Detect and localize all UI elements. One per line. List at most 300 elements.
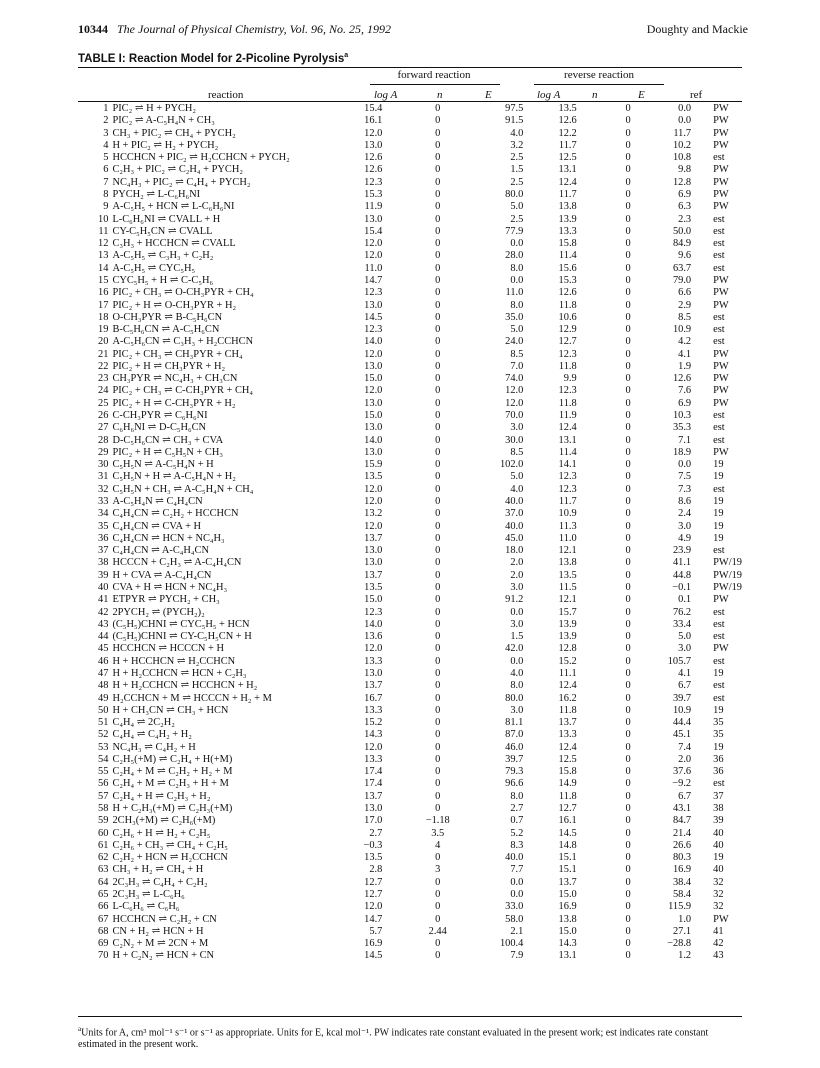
- table-row: [78, 594, 742, 606]
- rev-n-cell: 0: [625, 741, 631, 753]
- rev-n-cell: 0: [625, 827, 631, 839]
- reaction-cell: C₂H₆ + H ⇌ H₂ + C₂H₅: [112, 827, 211, 839]
- row-number: 22: [98, 360, 109, 372]
- fwd-n-cell: 0: [435, 225, 441, 237]
- fwd-logA-cell: 15.4: [364, 225, 383, 237]
- rev-logA-cell: 11.0: [558, 532, 577, 544]
- row-number: 6: [103, 164, 109, 176]
- row-number: 66: [98, 901, 109, 913]
- fwd-n-cell: 0: [435, 889, 441, 900]
- table-row: [78, 938, 742, 950]
- fwd-n-cell: 0: [435, 262, 441, 274]
- table-row: [78, 643, 742, 655]
- row-number: 57: [98, 790, 109, 802]
- fwd-n-cell: 0: [435, 778, 441, 790]
- fwd-n-cell: 0: [435, 803, 441, 815]
- table-row: [78, 177, 742, 189]
- table-row: [78, 778, 742, 790]
- rev-E-cell: 6.3: [678, 201, 692, 213]
- row-number: 23: [98, 373, 109, 385]
- rev-n-cell: 0: [625, 188, 631, 200]
- fwd-logA-cell: 14.5: [364, 950, 383, 962]
- row-number: 39: [98, 569, 109, 581]
- fwd-n-cell: 0: [435, 238, 441, 250]
- row-number: 25: [98, 397, 109, 409]
- ref-cell: PW: [713, 188, 729, 200]
- row-number: 60: [98, 827, 109, 839]
- fwd-logA-cell: 15.9: [364, 459, 383, 471]
- fwd-logA-cell: 12.0: [364, 250, 383, 262]
- reaction-cell: CH₃ + H₂ ⇌ CH₄ + H: [112, 864, 204, 876]
- rev-logA-cell: 12.6: [558, 115, 577, 127]
- reaction-cell: L-C₆H₆ ⇌ C₆H₆: [112, 901, 180, 913]
- fwd-logA-cell: 12.0: [364, 901, 383, 913]
- rev-E-cell: 44.4: [672, 717, 692, 729]
- fwd-E-cell: 3.0: [510, 704, 524, 716]
- rev-E-cell: 6.7: [678, 790, 692, 802]
- fwd-logA-cell: 13.0: [364, 667, 383, 679]
- rev-n-cell: 0: [625, 336, 631, 348]
- fwd-E-cell: 5.0: [510, 201, 524, 213]
- rev-E-cell: 115.9: [668, 901, 692, 913]
- rev-E-cell: 7.1: [678, 434, 692, 446]
- reaction-table-body: [78, 103, 742, 963]
- rev-n-cell: 0: [625, 422, 631, 434]
- rev-logA-cell: 9.9: [563, 373, 577, 385]
- rev-logA-cell: 13.1: [558, 164, 577, 176]
- rev-logA-cell: 12.4: [558, 741, 577, 753]
- rev-logA-cell: 15.6: [558, 262, 577, 274]
- table-row: [78, 901, 742, 913]
- rev-n-cell: 0: [625, 864, 631, 876]
- rev-n-cell: 0: [625, 164, 631, 176]
- fwd-logA-cell: 15.0: [364, 373, 383, 385]
- rev-logA-cell: 13.9: [558, 618, 577, 630]
- rev-logA-cell: 11.8: [558, 360, 577, 372]
- row-number: 4: [103, 139, 109, 151]
- ref-cell: PW: [713, 201, 729, 213]
- reaction-cell: C₂H₄ + H ⇌ C₂H₃ + H₂: [112, 790, 211, 802]
- fwd-n-cell: 0: [435, 115, 441, 127]
- fwd-E-cell: 7.7: [510, 864, 524, 876]
- fwd-E-cell: 3.0: [510, 581, 524, 593]
- row-number: 12: [98, 238, 109, 250]
- row-number: 21: [98, 348, 109, 360]
- ref-cell: 40: [713, 827, 724, 839]
- rev-n-cell: 0: [625, 262, 631, 274]
- ref-cell: 43: [713, 950, 724, 962]
- fwd-E-cell: 74.0: [505, 373, 524, 385]
- rev-logA-cell: 13.1: [558, 434, 577, 446]
- rev-n-cell: 0: [625, 238, 631, 250]
- fwd-logA-cell: 16.1: [364, 115, 383, 127]
- reaction-cell: H + H₂CCHCN ⇌ HCCHCN + H₂: [112, 680, 258, 692]
- ref-cell: PW: [713, 594, 729, 606]
- table-row: [78, 459, 742, 471]
- fwd-E-cell: 8.0: [510, 680, 524, 692]
- rev-logA-cell: 13.8: [558, 201, 577, 213]
- reaction-cell: 2PYCH₂ ⇌ (PYCH₂)₂: [112, 606, 205, 618]
- table-row: [78, 324, 742, 336]
- rev-n-cell: 0: [625, 508, 631, 520]
- ref-cell: est: [713, 311, 725, 323]
- fwd-E-cell: 8.0: [510, 262, 524, 274]
- rev-logA-cell: 15.0: [558, 889, 577, 900]
- fwd-n-cell: 3.5: [431, 827, 445, 839]
- rev-E-cell: 7.6: [678, 385, 692, 397]
- fwd-n-cell: 0: [435, 680, 441, 692]
- ref-cell: 41: [713, 925, 724, 937]
- fwd-E-cell: 1.5: [510, 164, 524, 176]
- rev-n-cell: 0: [625, 581, 631, 593]
- fwd-n-cell: 0: [435, 852, 441, 864]
- ref-cell: PW: [713, 115, 729, 127]
- fwd-E-cell: 0.7: [510, 815, 524, 827]
- table-row: [78, 631, 742, 643]
- fwd-E-cell: 58.0: [505, 913, 524, 925]
- rev-logA-cell: 10.6: [558, 311, 577, 323]
- reaction-cell: 2CH₃(+M) ⇌ C₂H₆(+M): [112, 815, 216, 827]
- rev-logA-cell: 12.1: [558, 594, 577, 606]
- fwd-E-cell: 91.2: [505, 594, 524, 606]
- rev-E-cell: 2.9: [678, 299, 692, 311]
- table-row: [78, 950, 742, 962]
- reaction-cell: PIC₂ + CH₃ ⇌ O-CH₃PYR + CH₄: [112, 287, 254, 299]
- col-header-fwd-logA: log A: [374, 89, 398, 101]
- rev-logA-cell: 12.6: [558, 287, 577, 299]
- rev-E-cell: 8.5: [678, 311, 692, 323]
- rev-n-cell: 0: [625, 250, 631, 262]
- fwd-logA-cell: 14.3: [364, 729, 383, 741]
- table-row: [78, 914, 742, 926]
- fwd-logA-cell: 14.0: [364, 336, 383, 348]
- fwd-n-cell: 0: [435, 753, 441, 765]
- fwd-E-cell: 45.0: [505, 532, 524, 544]
- row-number: 48: [98, 680, 109, 692]
- table-row: [78, 840, 742, 852]
- rev-logA-cell: 14.8: [558, 839, 577, 851]
- ref-cell: 35: [713, 729, 724, 741]
- ref-cell: PW: [713, 385, 729, 397]
- row-number: 5: [103, 152, 109, 164]
- rev-E-cell: 6.7: [678, 680, 692, 692]
- table-row: [78, 533, 742, 545]
- rev-E-cell: 6.9: [678, 188, 692, 200]
- reaction-cell: A-C₅H₄N ⇌ C₄H₄CN: [112, 496, 203, 507]
- rev-E-cell: −0.1: [672, 581, 692, 593]
- table-row: [78, 705, 742, 717]
- table-row: [78, 410, 742, 422]
- ref-cell: 19: [713, 496, 724, 507]
- rev-E-cell: 35.3: [672, 422, 692, 434]
- fwd-n-cell: 0: [435, 471, 441, 483]
- row-number: 14: [98, 262, 109, 274]
- ref-cell: 40: [713, 864, 724, 876]
- rev-n-cell: 0: [625, 876, 631, 888]
- reaction-cell: H + CH₃CN ⇌ CH₃ + HCN: [112, 704, 229, 716]
- row-number: 63: [98, 864, 109, 876]
- fwd-n-cell: 0: [435, 152, 441, 164]
- rev-logA-cell: 12.3: [558, 348, 577, 360]
- table-row: [78, 349, 742, 361]
- reaction-cell: (C₅H₅)CHNI ⇌ CYC₅H₅ + HCN: [112, 618, 250, 630]
- rev-E-cell: 9.6: [678, 250, 692, 262]
- fwd-n-cell: 0: [435, 164, 441, 176]
- table-row: [78, 668, 742, 680]
- ref-cell: est: [713, 778, 725, 790]
- reaction-cell: C₂H₄ + M ⇌ C₂H₂ + H₂ + M: [112, 766, 233, 778]
- fwd-n-cell: 0: [435, 655, 441, 667]
- table-row: [78, 545, 742, 557]
- ref-cell: est: [713, 606, 725, 618]
- reaction-cell: CY-C₅H₅CN ⇌ CVALL: [112, 225, 213, 237]
- rev-logA-cell: 10.9: [558, 508, 577, 520]
- fwd-logA-cell: 12.0: [364, 483, 383, 495]
- fwd-n-cell: 0: [435, 496, 441, 507]
- fwd-n-cell: 0: [435, 581, 441, 593]
- fwd-n-cell: 0: [435, 483, 441, 495]
- reverse-group-header: reverse reaction: [564, 69, 634, 81]
- table-row: [78, 189, 742, 201]
- fwd-n-cell: 0: [435, 287, 441, 299]
- fwd-n-cell: 0: [435, 508, 441, 520]
- fwd-E-cell: 0.0: [510, 606, 524, 618]
- fwd-logA-cell: 12.3: [364, 606, 383, 618]
- journal-title: The Journal of Physical Chemistry, Vol. 96, No. 25, 1992: [117, 22, 391, 36]
- rev-n-cell: 0: [625, 766, 631, 778]
- ref-cell: PW/19: [713, 557, 742, 569]
- rev-n-cell: 0: [625, 434, 631, 446]
- fwd-n-cell: 0: [435, 360, 441, 372]
- fwd-E-cell: 7.9: [510, 950, 524, 962]
- table-row: [78, 619, 742, 631]
- fwd-E-cell: 28.0: [505, 250, 524, 262]
- rev-n-cell: 0: [625, 803, 631, 815]
- rev-E-cell: −28.8: [667, 938, 692, 950]
- reaction-cell: CH₃ + PIC₂ ⇌ CH₄ + PYCH₂: [112, 127, 236, 139]
- rev-n-cell: 0: [625, 520, 631, 532]
- rev-E-cell: 7.3: [678, 483, 692, 495]
- ref-cell: PW: [713, 360, 729, 372]
- row-number: 41: [98, 594, 109, 606]
- reaction-cell: A-C₅H₅ + HCN ⇌ L-C₆H₆NI: [112, 201, 235, 213]
- rev-E-cell: 4.1: [678, 348, 692, 360]
- fwd-logA-cell: 13.0: [364, 213, 383, 225]
- table-row: [78, 766, 742, 778]
- table-row: [78, 398, 742, 410]
- reaction-table: [78, 103, 742, 963]
- fwd-n-cell: 0: [435, 717, 441, 729]
- rev-logA-cell: 16.2: [558, 692, 577, 704]
- rev-logA-cell: 11.7: [558, 139, 577, 151]
- table-row: [78, 877, 742, 889]
- reaction-cell: H + PIC₂ ⇌ H₂ + PYCH₂: [112, 139, 219, 151]
- rev-logA-cell: 15.8: [558, 766, 577, 778]
- fwd-n-cell: 0: [435, 729, 441, 741]
- fwd-n-cell: 0: [435, 446, 441, 458]
- rev-E-cell: 6.6: [678, 287, 692, 299]
- reaction-cell: HCCCN + C₂H₃ ⇌ A-C₄H₄CN: [112, 557, 242, 569]
- rev-E-cell: 0.0: [678, 103, 692, 114]
- rev-logA-cell: 12.4: [558, 422, 577, 434]
- fwd-E-cell: 80.0: [505, 692, 524, 704]
- row-number: 53: [98, 741, 109, 753]
- fwd-n-cell: 0: [435, 741, 441, 753]
- rev-n-cell: 0: [625, 496, 631, 507]
- row-number: 1: [103, 103, 109, 114]
- row-number: 30: [98, 459, 109, 471]
- fwd-logA-cell: 12.7: [364, 876, 383, 888]
- table-row: [78, 693, 742, 705]
- fwd-n-cell: 0: [435, 299, 441, 311]
- fwd-logA-cell: 11.9: [364, 201, 383, 213]
- fwd-n-cell: 0: [435, 631, 441, 643]
- ref-cell: 19: [713, 741, 724, 753]
- ref-cell: PW: [713, 287, 729, 299]
- fwd-n-cell: 0: [435, 324, 441, 336]
- table-row: [78, 250, 742, 262]
- ref-cell: 32: [713, 889, 724, 900]
- fwd-logA-cell: 12.6: [364, 164, 383, 176]
- fwd-n-cell: 0: [435, 766, 441, 778]
- rev-n-cell: 0: [625, 901, 631, 913]
- rev-E-cell: 10.3: [672, 410, 692, 422]
- fwd-logA-cell: 15.0: [364, 410, 383, 422]
- reaction-cell: A-C₅H₅ ⇌ CYC₅H₅: [112, 262, 196, 274]
- rev-n-cell: 0: [625, 913, 631, 925]
- reaction-cell: C₂H₂ + HCN ⇌ H₂CCHCN: [112, 852, 228, 864]
- fwd-n-cell: 0: [435, 545, 441, 557]
- fwd-n-cell: 0: [435, 201, 441, 213]
- rev-logA-cell: 11.7: [558, 496, 577, 507]
- rev-E-cell: 6.9: [678, 397, 692, 409]
- rev-n-cell: 0: [625, 950, 631, 962]
- reaction-cell: PYCH₂ ⇌ L-C₆H₆NI: [112, 188, 201, 200]
- rev-E-cell: 9.8: [678, 164, 692, 176]
- fwd-n-cell: 0: [435, 348, 441, 360]
- rev-n-cell: 0: [625, 680, 631, 692]
- rev-logA-cell: 13.3: [558, 729, 577, 741]
- reaction-cell: D-C₅H₆CN ⇌ CH₃ + CVA: [112, 434, 224, 446]
- rev-logA-cell: 11.8: [558, 397, 577, 409]
- fwd-logA-cell: 2.8: [369, 864, 383, 876]
- rev-n-cell: 0: [625, 287, 631, 299]
- fwd-logA-cell: 12.0: [364, 385, 383, 397]
- rev-logA-cell: 12.1: [558, 545, 577, 557]
- fwd-logA-cell: 13.0: [364, 803, 383, 815]
- ref-cell: est: [713, 422, 725, 434]
- table-row: [78, 729, 742, 741]
- rev-logA-cell: 12.4: [558, 680, 577, 692]
- fwd-E-cell: 37.0: [505, 508, 524, 520]
- reaction-cell: CVA + H ⇌ HCN + NC₄H₃: [112, 581, 228, 593]
- reaction-cell: O-CH₃PYR ⇌ B-C₅H₆CN: [112, 311, 223, 323]
- fwd-E-cell: 2.5: [510, 152, 524, 164]
- rev-E-cell: 10.2: [672, 139, 692, 151]
- ref-cell: 19: [713, 667, 724, 679]
- ref-cell: 36: [713, 766, 724, 778]
- table-row: [78, 103, 742, 115]
- fwd-logA-cell: 12.0: [364, 520, 383, 532]
- rev-logA-cell: 14.3: [558, 938, 577, 950]
- rev-logA-cell: 12.5: [558, 152, 577, 164]
- fwd-E-cell: 5.2: [510, 827, 524, 839]
- fwd-E-cell: 2.0: [510, 569, 524, 581]
- fwd-logA-cell: 13.3: [364, 704, 383, 716]
- fwd-E-cell: 2.1: [510, 925, 524, 937]
- fwd-logA-cell: 13.0: [364, 360, 383, 372]
- reaction-cell: C₅H₅N + CH₃ ⇌ A-C₅H₄N + CH₄: [112, 483, 254, 495]
- fwd-E-cell: 46.0: [505, 741, 524, 753]
- rev-logA-cell: 12.3: [558, 385, 577, 397]
- ref-cell: 19: [713, 532, 724, 544]
- fwd-logA-cell: 12.0: [364, 496, 383, 507]
- table-row: [78, 287, 742, 299]
- rev-logA-cell: 11.4: [558, 446, 577, 458]
- rev-logA-cell: 14.5: [558, 827, 577, 839]
- row-number: 69: [98, 938, 109, 950]
- table-row: [78, 152, 742, 164]
- fwd-n-cell: 0: [435, 520, 441, 532]
- row-number: 52: [98, 729, 109, 741]
- rev-E-cell: 44.8: [672, 569, 692, 581]
- rev-logA-cell: 12.8: [558, 643, 577, 655]
- table-row: [78, 238, 742, 250]
- reaction-cell: CYC₅H₅ + H ⇌ C-C₅H₆: [112, 274, 214, 286]
- table-row: [78, 275, 742, 287]
- fwd-n-cell: 0: [435, 594, 441, 606]
- reaction-cell: C₅H₅N + H ⇌ A-C₅H₄N + H₂: [112, 471, 236, 483]
- table-row: [78, 435, 742, 447]
- rev-n-cell: 0: [625, 618, 631, 630]
- fwd-E-cell: 8.0: [510, 790, 524, 802]
- row-number: 29: [98, 446, 109, 458]
- rev-E-cell: 7.5: [678, 471, 692, 483]
- reaction-cell: PIC₂ + CH₃ ⇌ C-CH₃PYR + CH₄: [112, 385, 254, 397]
- rev-logA-cell: 13.1: [558, 950, 577, 962]
- rev-n-cell: 0: [625, 852, 631, 864]
- rev-logA-cell: 13.7: [558, 876, 577, 888]
- rev-E-cell: 50.0: [672, 225, 692, 237]
- rev-E-cell: 5.0: [678, 631, 692, 643]
- row-number: 51: [98, 717, 109, 729]
- fwd-E-cell: 2.0: [510, 557, 524, 569]
- rev-logA-cell: 11.9: [558, 410, 577, 422]
- row-number: 33: [98, 496, 109, 507]
- fwd-n-cell: 0: [435, 704, 441, 716]
- row-number: 47: [98, 667, 109, 679]
- row-number: 16: [98, 287, 109, 299]
- rev-logA-cell: 12.7: [558, 336, 577, 348]
- rev-logA-cell: 12.4: [558, 176, 577, 188]
- rev-logA-cell: 16.9: [558, 901, 577, 913]
- rev-logA-cell: 14.1: [558, 459, 577, 471]
- table-row: [78, 140, 742, 152]
- reaction-cell: HCCHCN ⇌ C₂H₂ + CN: [112, 913, 217, 925]
- row-number: 46: [98, 655, 109, 667]
- rev-logA-cell: 11.8: [558, 704, 577, 716]
- ref-cell: 19: [713, 704, 724, 716]
- fwd-E-cell: 33.0: [505, 901, 524, 913]
- fwd-E-cell: 40.0: [505, 520, 524, 532]
- reaction-cell: (C₅H₅)CHNI ⇌ CY-C₅H₅CN + H: [112, 631, 252, 643]
- row-number: 59: [98, 815, 109, 827]
- reaction-cell: C₂H₃ + PIC₂ ⇌ C₂H₄ + PYCH₂: [112, 164, 243, 176]
- ref-cell: PW: [713, 176, 729, 188]
- ref-cell: PW: [713, 397, 729, 409]
- table-row: [78, 312, 742, 324]
- fwd-n-cell: 0: [435, 103, 441, 114]
